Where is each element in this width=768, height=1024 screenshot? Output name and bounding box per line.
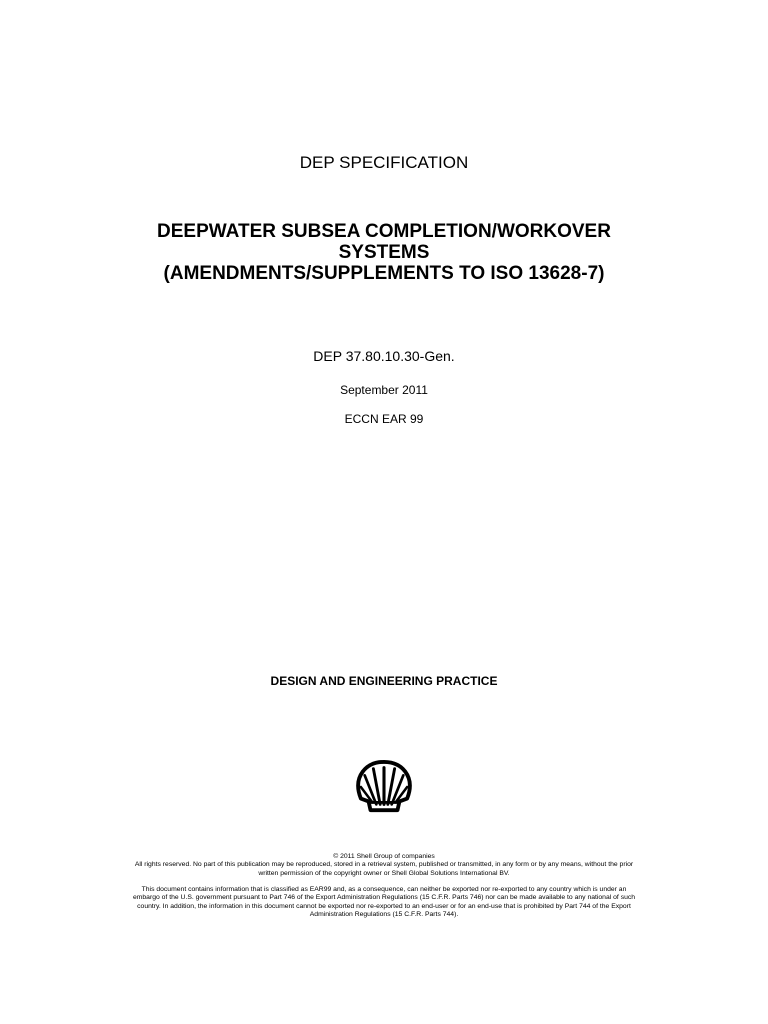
copyright-notice — [90, 853, 678, 878]
title-line-2: SYSTEMS — [338, 242, 430, 263]
rights-line: written permission of the copyright owner or Shell Global Solutions International BV. — [258, 869, 510, 877]
export-line: embargo of the U.S. government pursuant to Part 746 of the Export Administration Regulations (15 C.F.R. Parts 746) nor can be made available to any national of such — [132, 894, 636, 902]
title-line-3: (AMENDMENTS/SUPPLEMENTS TO ISO 13628-7) — [163, 263, 605, 284]
practice-label: DESIGN AND ENGINEERING PRACTICE — [270, 674, 498, 688]
publication-date: September 2011 — [340, 383, 428, 397]
title-line-1: DEEPWATER SUBSEA COMPLETION/WORKOVER — [157, 221, 611, 242]
eccn-classification: ECCN EAR 99 — [344, 412, 424, 426]
dep-number: DEP 37.80.10.30-Gen. — [313, 348, 455, 364]
export-line: This document contains information that is classified as EAR99 and, as a consequence, can neither be exported nor re-exported to any country which is under an — [141, 886, 627, 893]
copyright-line: © 2011 Shell Group of companies — [333, 853, 435, 860]
spec-label: DEP SPECIFICATION — [299, 153, 469, 172]
rights-line: All rights reserved. No part of this publication may be reproduced, stored in a retrieval system, published or transmitted, in any form or by any means, without the prior — [134, 861, 634, 869]
export-line: country. In addition, the information in this document cannot be exported nor re-exported to an end-user or for an end-use that is prohibited by Part 744 of the Export — [137, 902, 631, 910]
document-title — [0, 221, 768, 284]
shell-logo-icon — [355, 760, 413, 814]
export-line: Administration Regulations (15 C.F.R. Parts 744). — [309, 911, 459, 919]
export-notice — [90, 886, 678, 920]
